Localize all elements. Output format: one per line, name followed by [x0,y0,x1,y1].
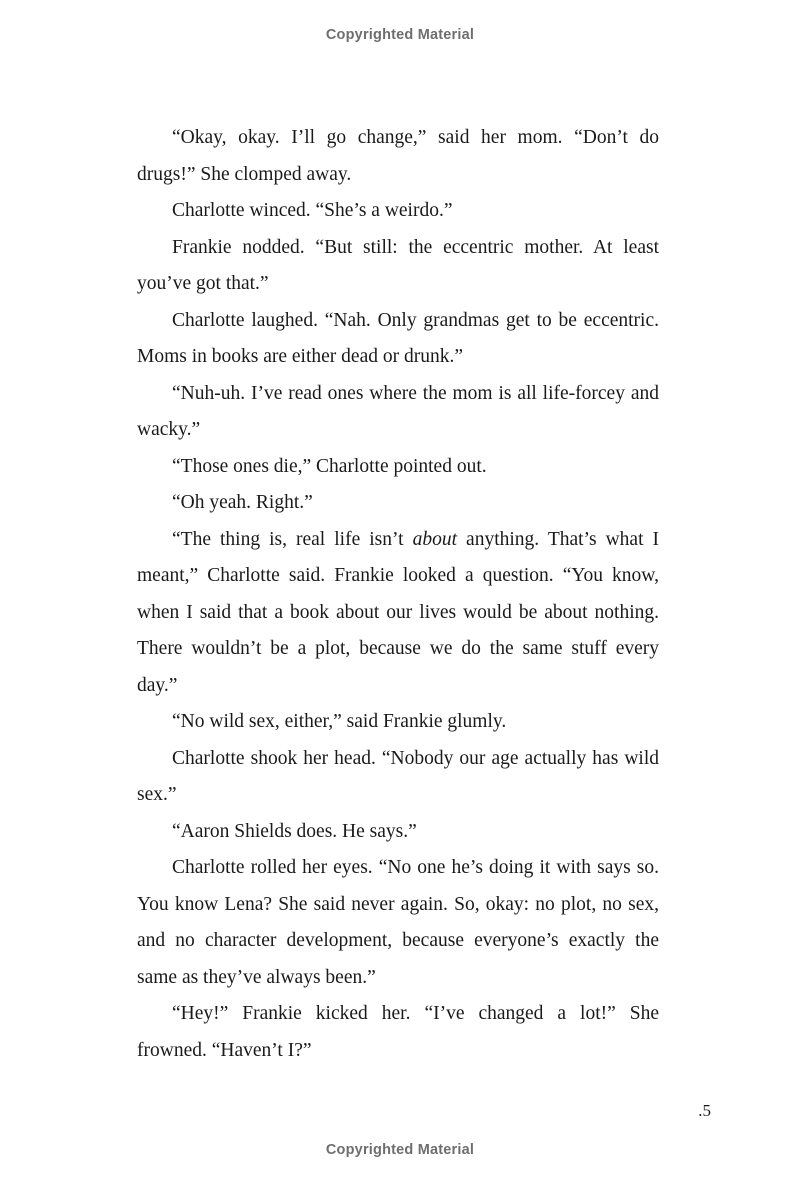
paragraph: “Aaron Shields does. He says.” [172,820,417,842]
paragraph: “Those ones die,” Charlotte pointed out. [172,455,487,477]
paragraph: Charlotte winced. “She’s a weirdo.” [172,200,453,221]
body-text [137,120,659,1069]
paragraph: Charlotte shook her head. “Nobody our age actually has wild sex.” [137,747,659,805]
paragraph: Frankie nodded. “But still: the eccentric mother. At least you’ve got that.” [137,236,659,294]
paragraph: “Okay, okay. I’ll go change,” said her mom. “Don’t do drugs!” She clomped away. [137,127,659,185]
paragraph: “Nuh-uh. I’ve read ones where the mom is all life-forcey and wacky.” [137,382,659,440]
paragraph: Charlotte rolled her eyes. “No one he’s doing it with says so. You know Lena? She said never again. So, okay: no plot, no sex, and no character development, because everyone’s exactly the same as they’ve always been.” [137,857,659,988]
watermark-top: Copyrighted Material [325,27,475,43]
paragraph: “Hey!” Frankie kicked her. “I’ve changed a lot!” She frowned. “Haven’t I?” [137,1003,659,1061]
paragraph: “Oh yeah. Right.” [172,492,313,513]
page-number: .5 [698,1101,711,1120]
paragraph: “No wild sex, either,” said Frankie glumly. [172,711,507,732]
paragraph: Charlotte laughed. “Nah. Only grandmas get to be eccentric. Moms in books are either dead or drunk.” [137,309,659,367]
paragraph-with-emphasis [137,522,659,705]
watermark-bottom: Copyrighted Material [325,1142,475,1158]
emphasis-word: about [412,528,458,550]
paragraph-text-before: “The thing is, real life isn’t [172,528,413,550]
paragraph-text-after: anything. That’s what I meant,” Charlotte said. Frankie looked a question. “You know, when I said that a book about our lives would be about nothing. There wouldn’t be a plot, because we do the same stuff every day.” [137,528,659,696]
